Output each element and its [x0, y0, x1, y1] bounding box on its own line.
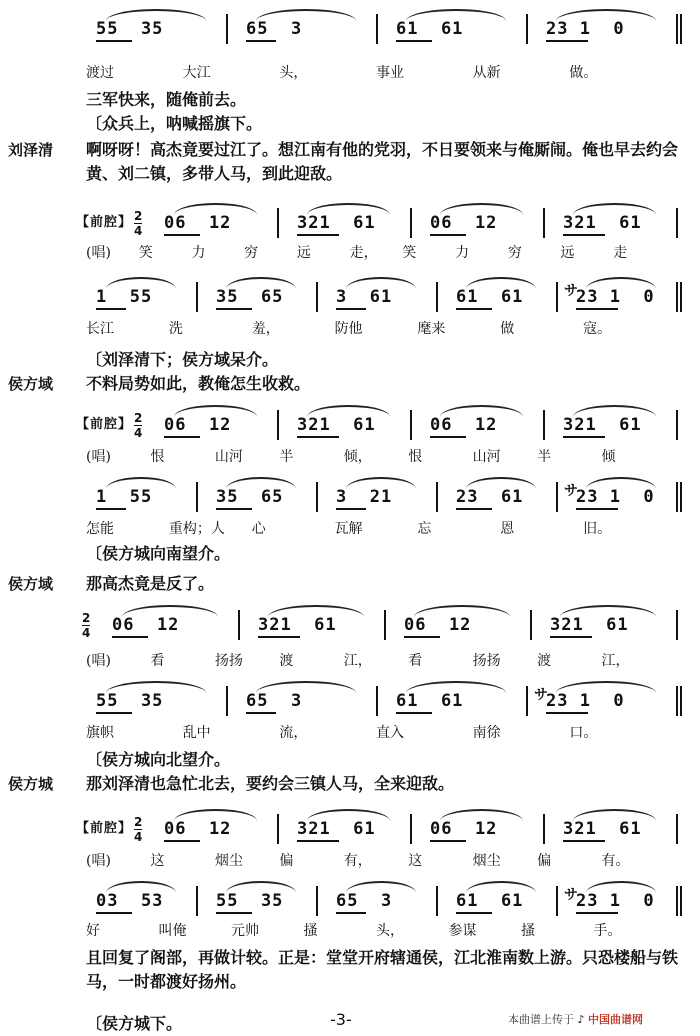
- beam-underline: [164, 234, 200, 236]
- measure-notes: 55 35: [96, 691, 164, 711]
- measure-notes: 23 1 0: [576, 487, 655, 507]
- speaker-name: 刘泽清: [8, 141, 54, 159]
- slur-mark: [106, 881, 176, 893]
- slur-mark: [122, 605, 218, 617]
- barline: [556, 482, 558, 512]
- slur-mark: [406, 9, 506, 21]
- notation-line: [76, 408, 690, 442]
- measure-notes: 61 61: [396, 691, 464, 711]
- music-note-icon: ♪: [577, 1013, 585, 1026]
- measure-notes: 06 12: [164, 415, 232, 435]
- lyric-line: [86, 518, 686, 540]
- beam-underline: [246, 40, 276, 42]
- beam-underline: [396, 40, 432, 42]
- slur-mark: [414, 605, 510, 617]
- lyric-syllable: 麾来: [417, 321, 446, 337]
- beam-underline: [246, 712, 276, 714]
- prose-line: 〔侯方城下。: [86, 1014, 183, 1033]
- barline: [436, 482, 438, 512]
- speaker-name: 侯方域: [8, 375, 54, 393]
- prose-line: 啊呀呀！高杰竟要过江了。想江南有他的党羽，不日要领来与俺厮闹。俺也早去约会黄、刘二镇，多带人马，到此迎敌。: [86, 140, 679, 183]
- lyric-syllable: 这: [150, 853, 165, 869]
- time-sig-bottom: 4: [134, 426, 143, 440]
- credit-brand: 中国曲谱网: [588, 1013, 644, 1026]
- slur-mark: [573, 405, 656, 417]
- time-sig-top: 2: [82, 611, 91, 625]
- slur-mark: [106, 477, 176, 489]
- free-meter-mark: サ: [534, 687, 548, 703]
- slur-mark: [106, 277, 176, 289]
- prose-line: 〔众兵上，呐喊摇旗下。: [86, 114, 263, 133]
- beam-underline: [563, 436, 605, 438]
- beam-underline: [164, 840, 200, 842]
- lyric-syllable: 偏: [537, 853, 552, 869]
- beam-underline: [96, 712, 132, 714]
- slur-mark: [346, 477, 416, 489]
- credit-lead: 本曲谱上传于: [508, 1013, 574, 1026]
- slur-mark: [307, 405, 390, 417]
- barline: [277, 208, 279, 238]
- lyric-syllable: 看: [150, 653, 165, 669]
- slur-mark: [307, 809, 390, 821]
- slur-mark: [106, 9, 206, 21]
- slur-mark: [226, 477, 296, 489]
- notation-line: [82, 12, 690, 46]
- page-number: -3-: [330, 1010, 352, 1029]
- time-signature: [134, 210, 142, 237]
- lyric-syllable: 心: [251, 521, 266, 537]
- barline: [410, 814, 412, 844]
- lyric-syllable: (唱): [86, 245, 111, 261]
- beam-underline: [456, 508, 492, 510]
- prose-line: 三军快来，随俺前去。: [86, 90, 247, 109]
- free-meter-mark: サ: [564, 483, 578, 499]
- lyric-syllable: 倾: [601, 449, 616, 465]
- site-credit: [508, 1012, 643, 1028]
- measure-notes: 65 3: [246, 19, 303, 39]
- slur-mark: [586, 277, 656, 289]
- measure-notes: 06 12: [430, 415, 498, 435]
- slur-mark: [174, 405, 257, 417]
- barline: [410, 208, 412, 238]
- lyric-syllable: 穷: [244, 245, 259, 261]
- beam-underline: [96, 40, 132, 42]
- time-sig-bottom: 4: [134, 224, 143, 238]
- measure-notes: 321 61: [563, 415, 642, 435]
- lyric-syllable: 怎能: [86, 521, 114, 537]
- slur-mark: [174, 203, 257, 215]
- beam-underline: [404, 636, 440, 638]
- barline: [277, 814, 279, 844]
- lyric-syllable: 寇。: [583, 321, 612, 337]
- lyric-syllable: (唱): [86, 653, 111, 669]
- slur-mark: [406, 681, 506, 693]
- notation-line: [82, 884, 690, 918]
- slur-mark: [440, 809, 523, 821]
- slur-mark: [346, 277, 416, 289]
- lyric-syllable: 江，: [343, 653, 372, 669]
- speaker-name: 侯方域: [8, 575, 54, 593]
- slur-mark: [466, 477, 536, 489]
- tune-tag: 【前腔】: [76, 417, 133, 432]
- slur-mark: [556, 9, 656, 21]
- slur-mark: [106, 681, 206, 693]
- prose-line: 且回复了阁部，再做计较。正是：堂堂开府辖通侯，江北淮南数上游。只恐楼船与铁马，一时都渡好扬州。: [86, 948, 679, 991]
- barline: [676, 610, 678, 640]
- lyric-syllable: 走，: [349, 245, 378, 261]
- barline: [410, 410, 412, 440]
- lyric-syllable: 叫俺: [158, 923, 187, 939]
- barline: [376, 14, 378, 44]
- slur-mark: [256, 9, 356, 21]
- beam-underline: [216, 912, 252, 914]
- lyric-syllable: 乱中: [182, 725, 211, 741]
- barline: [556, 282, 558, 312]
- measure-notes: 23 61: [456, 487, 524, 507]
- barline: [196, 482, 198, 512]
- beam-underline: [96, 308, 126, 310]
- beam-underline: [96, 912, 132, 914]
- lyric-line: [86, 242, 686, 264]
- beam-underline: [396, 712, 432, 714]
- slur-mark: [466, 277, 536, 289]
- measure-notes: 23 1 0: [576, 891, 655, 911]
- slur-mark: [556, 681, 656, 693]
- lyric-syllable: 烟尘: [472, 853, 501, 869]
- lyric-syllable: 穷: [507, 245, 522, 261]
- beam-underline: [164, 436, 200, 438]
- barline: [238, 610, 240, 640]
- barline: [526, 14, 528, 44]
- lyric-syllable: 瓦解: [334, 521, 363, 537]
- lyric-syllable: 旧。: [583, 521, 612, 537]
- measure-notes: 55 35: [96, 19, 164, 39]
- measure-notes: 35 65: [216, 287, 284, 307]
- lyric-syllable: 远: [296, 245, 311, 261]
- lyric-syllable: 从新: [472, 65, 501, 81]
- measure-notes: 321 61: [550, 615, 629, 635]
- beam-underline: [576, 912, 618, 914]
- slur-mark: [440, 405, 523, 417]
- measure-notes: 1 55: [96, 287, 153, 307]
- lyric-syllable: 笑: [402, 245, 417, 261]
- beam-underline: [546, 40, 588, 42]
- slur-mark: [586, 881, 656, 893]
- lyric-line: [86, 318, 686, 340]
- beam-underline: [96, 508, 126, 510]
- barline: [384, 610, 386, 640]
- lyric-syllable: 半: [279, 449, 294, 465]
- free-meter-mark: サ: [564, 887, 578, 903]
- lyric-line: [86, 62, 686, 84]
- measure-notes: 321 61: [297, 819, 376, 839]
- slur-mark: [466, 881, 536, 893]
- lyric-syllable: 大江: [182, 65, 211, 81]
- measure-notes: 61 61: [456, 287, 524, 307]
- barline: [436, 886, 438, 916]
- lyric-syllable: 恩: [500, 521, 515, 537]
- barline: [556, 886, 558, 916]
- barline: [316, 886, 318, 916]
- barline: [436, 282, 438, 312]
- measure-notes: 06 12: [164, 819, 232, 839]
- beam-underline: [563, 234, 605, 236]
- measure-notes: 06 12: [430, 213, 498, 233]
- barline: [543, 208, 545, 238]
- final-barline: [676, 282, 678, 312]
- slur-mark: [440, 203, 523, 215]
- lyric-syllable: 扬扬: [472, 653, 501, 669]
- lyric-syllable: (唱): [86, 853, 111, 869]
- beam-underline: [563, 840, 605, 842]
- beam-underline: [430, 840, 466, 842]
- beam-underline: [456, 308, 492, 310]
- lyric-syllable: 有，: [343, 853, 372, 869]
- lyric-syllable: 倾，: [343, 449, 372, 465]
- slur-mark: [226, 277, 296, 289]
- measure-notes: 23 1 0: [546, 19, 625, 39]
- beam-underline: [546, 712, 588, 714]
- lyric-syllable: 扬扬: [214, 653, 243, 669]
- lyric-line: [86, 446, 686, 468]
- prose-line: 那高杰竟是反了。: [86, 574, 215, 593]
- lyric-syllable: 恨: [150, 449, 165, 465]
- time-signature: [134, 816, 142, 843]
- beam-underline: [430, 436, 466, 438]
- final-barline: [676, 686, 678, 716]
- lyric-syllable: 重构；人: [168, 521, 225, 537]
- barline: [543, 410, 545, 440]
- lyric-syllable: 山河: [472, 449, 501, 465]
- lyric-syllable: 搔: [303, 923, 318, 939]
- beam-underline: [216, 508, 252, 510]
- time-sig-bottom: 4: [82, 626, 91, 640]
- barline: [676, 410, 678, 440]
- measure-notes: 321 61: [297, 213, 376, 233]
- lyric-syllable: 忘: [417, 521, 432, 537]
- notation-line: [82, 684, 690, 718]
- beam-underline: [297, 840, 339, 842]
- lyric-syllable: 渡: [537, 653, 552, 669]
- lyric-syllable: 渡过: [86, 65, 114, 81]
- time-sig-bottom: 4: [134, 830, 143, 844]
- beam-underline: [576, 308, 618, 310]
- lyric-syllable: 这: [408, 853, 423, 869]
- lyric-line: [86, 650, 686, 672]
- prose-line: 不料局势如此，教俺怎生收救。: [86, 374, 311, 393]
- lyric-syllable: 走: [613, 245, 628, 261]
- prose-line: 〔刘泽清下；侯方域呆介。: [86, 350, 279, 369]
- barline: [316, 482, 318, 512]
- lyric-syllable: 搔: [521, 923, 535, 939]
- lyric-syllable: 好: [86, 923, 100, 939]
- beam-underline: [336, 508, 366, 510]
- beam-underline: [430, 234, 466, 236]
- time-signature: [134, 412, 142, 439]
- beam-underline: [112, 636, 148, 638]
- measure-notes: 65 3: [246, 691, 303, 711]
- slur-mark: [560, 605, 656, 617]
- barline: [196, 886, 198, 916]
- slur-mark: [586, 477, 656, 489]
- notation-line: [76, 206, 690, 240]
- measure-notes: 35 65: [216, 487, 284, 507]
- measure-notes: 1 55: [96, 487, 153, 507]
- lyric-syllable: 江，: [601, 653, 630, 669]
- measure-notes: 06 12: [430, 819, 498, 839]
- measure-notes: 03 53: [96, 891, 164, 911]
- barline: [676, 814, 678, 844]
- notation-line: [82, 480, 690, 514]
- lyric-line: [86, 722, 686, 744]
- final-barline: [676, 482, 678, 512]
- notation-line: [82, 608, 690, 642]
- lyric-syllable: 事业: [376, 65, 404, 81]
- lyric-syllable: 手。: [593, 923, 622, 939]
- final-barline: [676, 14, 678, 44]
- lyric-syllable: 旗帜: [86, 725, 114, 741]
- notation-line: [82, 280, 690, 314]
- beam-underline: [258, 636, 300, 638]
- lyric-syllable: 防他: [334, 321, 363, 337]
- measure-notes: 23 1 0: [576, 287, 655, 307]
- measure-notes: 321 61: [258, 615, 337, 635]
- final-barline: [676, 886, 678, 916]
- slur-mark: [346, 881, 416, 893]
- lyric-syllable: 流，: [279, 725, 308, 741]
- barline: [676, 208, 678, 238]
- lyric-syllable: 力: [455, 245, 470, 261]
- measure-notes: 321 61: [297, 415, 376, 435]
- lyric-syllable: 做。: [569, 65, 598, 81]
- beam-underline: [550, 636, 592, 638]
- lyric-syllable: 长江: [86, 321, 114, 337]
- barline: [226, 14, 228, 44]
- measure-notes: 06 12: [404, 615, 472, 635]
- tune-tag: 【前腔】: [76, 821, 133, 836]
- slur-mark: [174, 809, 257, 821]
- time-sig-top: 2: [134, 411, 143, 425]
- lyric-syllable: (唱): [86, 449, 111, 465]
- time-sig-top: 2: [134, 815, 143, 829]
- measure-notes: 61 61: [396, 19, 464, 39]
- beam-underline: [456, 912, 492, 914]
- lyric-syllable: 直入: [376, 725, 404, 741]
- lyric-line: [86, 920, 686, 942]
- measure-notes: 06 12: [112, 615, 180, 635]
- beam-underline: [297, 234, 339, 236]
- lyric-syllable: 力: [191, 245, 206, 261]
- lyric-syllable: 口。: [569, 725, 598, 741]
- barline: [543, 814, 545, 844]
- lyric-syllable: 参谋: [448, 923, 477, 939]
- measure-notes: 321 61: [563, 819, 642, 839]
- prose-line: 〔侯方城向北望介。: [86, 750, 231, 769]
- barline: [530, 610, 532, 640]
- notation-line: [76, 812, 690, 846]
- lyric-syllable: 看: [408, 653, 423, 669]
- measure-notes: 3 21: [336, 487, 393, 507]
- tune-tag: 【前腔】: [76, 215, 133, 230]
- lyric-syllable: 山河: [214, 449, 243, 465]
- measure-notes: 23 1 0: [546, 691, 625, 711]
- lyric-syllable: 偏: [279, 853, 294, 869]
- speaker-name: 侯方城: [8, 775, 54, 793]
- barline: [526, 686, 528, 716]
- lyric-syllable: 烟尘: [214, 853, 243, 869]
- measure-notes: 65 3: [336, 891, 393, 911]
- measure-notes: 3 61: [336, 287, 393, 307]
- lyric-line: [86, 850, 686, 872]
- lyric-syllable: 羞，: [251, 321, 280, 337]
- barline: [226, 686, 228, 716]
- slur-mark: [573, 809, 656, 821]
- lyric-syllable: 渡: [279, 653, 294, 669]
- time-signature: [82, 612, 90, 639]
- lyric-syllable: 洗: [168, 321, 183, 337]
- lyric-syllable: 有。: [601, 853, 630, 869]
- lyric-syllable: 元帅: [231, 923, 259, 939]
- prose-line: 〔侯方城向南望介。: [86, 544, 231, 563]
- lyric-syllable: 半: [537, 449, 552, 465]
- slur-mark: [307, 203, 390, 215]
- lyric-syllable: 南徐: [472, 725, 501, 741]
- beam-underline: [336, 912, 366, 914]
- beam-underline: [576, 508, 618, 510]
- measure-notes: 06 12: [164, 213, 232, 233]
- barline: [316, 282, 318, 312]
- time-sig-top: 2: [134, 209, 143, 223]
- barline: [196, 282, 198, 312]
- measure-notes: 321 61: [563, 213, 642, 233]
- slur-mark: [573, 203, 656, 215]
- barline: [376, 686, 378, 716]
- lyric-syllable: 做: [500, 321, 515, 337]
- lyric-syllable: 恨: [408, 449, 423, 465]
- slur-mark: [256, 681, 356, 693]
- beam-underline: [216, 308, 252, 310]
- lyric-syllable: 远: [560, 245, 575, 261]
- beam-underline: [336, 308, 366, 310]
- prose-line: 那刘泽清也急忙北去，要约会三镇人马，全来迎敌。: [86, 774, 455, 793]
- measure-notes: 55 35: [216, 891, 284, 911]
- beam-underline: [297, 436, 339, 438]
- free-meter-mark: サ: [564, 283, 578, 299]
- lyric-syllable: 笑: [138, 245, 153, 261]
- slur-mark: [226, 881, 296, 893]
- barline: [277, 410, 279, 440]
- slur-mark: [268, 605, 364, 617]
- measure-notes: 61 61: [456, 891, 524, 911]
- lyric-syllable: 头，: [376, 923, 404, 939]
- lyric-syllable: 头，: [279, 65, 308, 81]
